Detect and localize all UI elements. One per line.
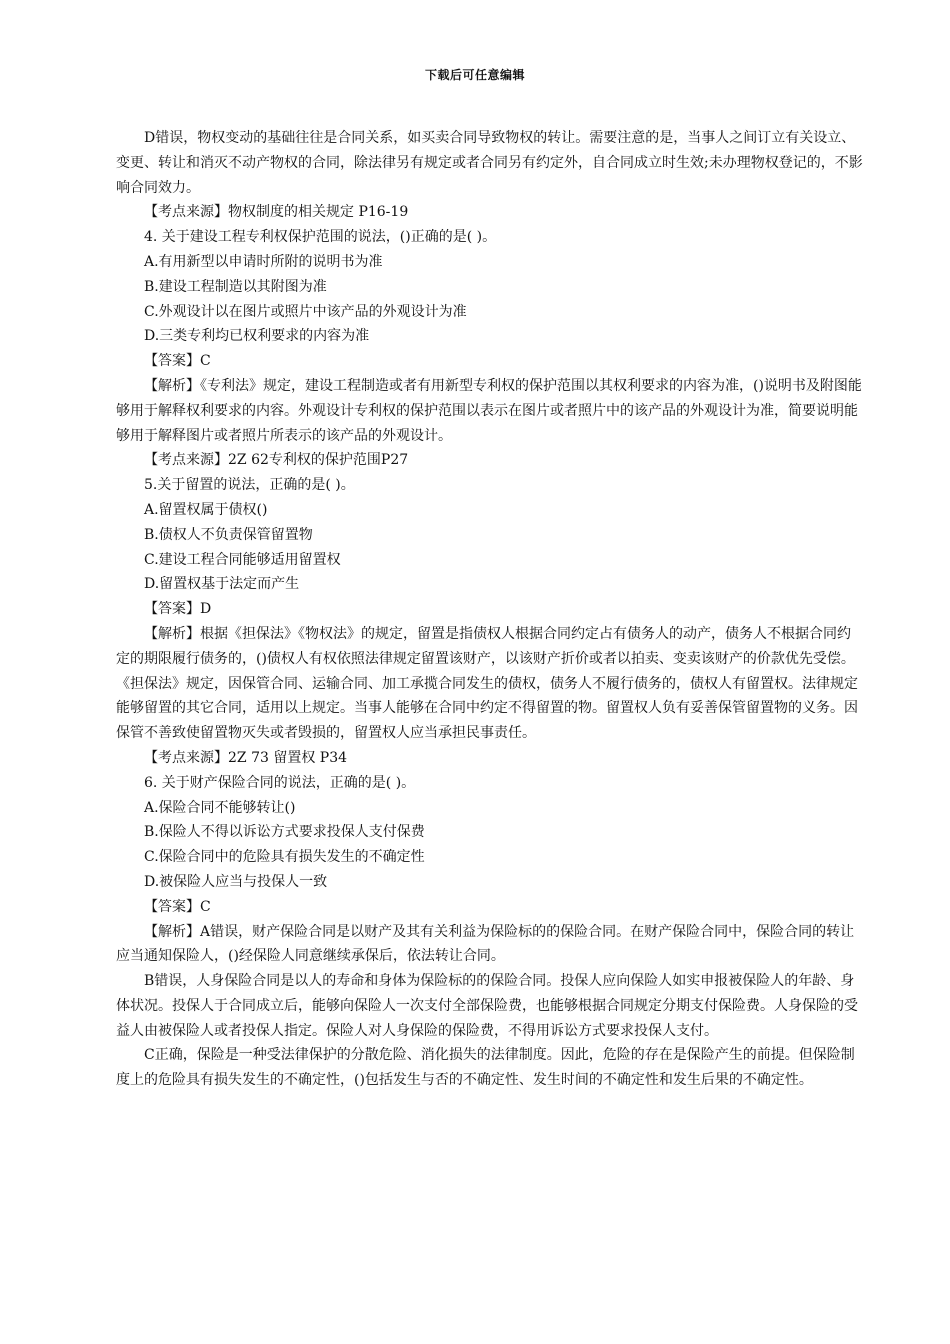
question: 5.关于留置的说法，正确的是( )。: [144, 477, 355, 494]
source-note: 【考点来源】物权制度的相关规定 P16-19: [144, 204, 409, 221]
option: C.外观设计以在图片或照片中该产品的外观设计为准: [144, 303, 467, 320]
page-header: 下载后可任意编辑: [424, 68, 525, 82]
option: B.债权人不负责保管留置物: [144, 526, 313, 543]
answer: 【答案】C: [144, 898, 211, 915]
document-body: [116, 126, 864, 1093]
option: B.建设工程制造以其附图为准: [144, 278, 327, 295]
option: A.保险合同不能够转让(): [144, 799, 296, 816]
answer: 【答案】C: [144, 353, 211, 370]
analysis: B错误，人身保险合同是以人的寿命和身体为保险标的的保险合同。投保人应向保险人如实申报被保险人的年龄、身体状况。投保人于合同成立后，能够向保险人一次支付全部保险费，也能够根据合同规定分期支付保险费。人身保险的受益人由被保险人或者投保人指定。保险人对人身保险的保险费，不得用诉讼方式要求投保人支付。: [116, 973, 858, 1039]
source-note: 【考点来源】2Z 73 留置权 P34: [144, 749, 348, 766]
analysis: 【解析】根据《担保法》《物权法》的规定，留置是指债权人根据合同约定占有债务人的动产，债务人不根据合同约定的期限履行债务的，()债权人有权依照法律规定留置该财产，以该财产折价或者以拍卖、变卖该财产的价款优先受偿。《担保法》规定，因保管合同、运输合同、加工承揽合同发生的债权，债务人不履行债务的，债权人有留置权。法律规定能够留置的其它合同，适用以上规定。当事人能够在合同中约定不得留置的物。留置权人负有妥善保管留置物的义务。因保管不善致使留置物灭失或者毁损的，留置权人应当承担民事责任。: [116, 625, 858, 742]
paragraph: D错误，物权变动的基础往往是合同关系，如买卖合同导致物权的转让。需要注意的是，当事人之间订立有关设立、变更、转让和消灭不动产物权的合同，除法律另有规定或者合同另有约定外，自合同成立时生效;未办理物权登记的，不影响合同效力。: [116, 130, 863, 196]
option: D.被保险人应当与投保人一致: [144, 873, 328, 890]
question: 6. 关于财产保险合同的说法，正确的是( )。: [144, 774, 416, 791]
answer: 【答案】D: [144, 601, 212, 618]
option: D.三类专利均已权利要求的内容为准: [144, 328, 370, 345]
option: B.保险人不得以诉讼方式要求投保人支付保费: [144, 824, 425, 841]
source-note: 【考点来源】2Z 62专利权的保护范围P27: [144, 452, 409, 469]
analysis: 【解析】《专利法》规定，建设工程制造或者有用新型专利权的保护范围以其权利要求的内容为准，()说明书及附图能够用于解释权利要求的内容。外观设计专利权的保护范围以表示在图片或者照片中的该产品的外观设计为准，简要说明能够用于解释图片或者照片所表示的该产品的外观设计。: [116, 377, 862, 444]
option: A.留置权属于债权(): [144, 501, 268, 518]
analysis: C正确，保险是一种受法律保护的分散危险、消化损失的法律制度。因此，危险的存在是保险产生的前提。但保险制度上的危险具有损失发生的不确定性，()包括发生与否的不确定性、发生时间的不确定性和发生后果的不确定性。: [116, 1047, 855, 1089]
question: 4. 关于建设工程专利权保护范围的说法，()正确的是( )。: [144, 229, 497, 246]
option: C.建设工程合同能够适用留置权: [144, 551, 341, 568]
analysis: 【解析】A错误，财产保险合同是以财产及其有关利益为保险标的的保险合同。在财产保险合同中，保险合同的转让应当通知保险人，()经保险人同意继续承保后，依法转让合同。: [116, 923, 855, 965]
option: D.留置权基于法定而产生: [144, 576, 300, 593]
option: A.有用新型以申请时所附的说明书为准: [144, 253, 383, 270]
option: C.保险合同中的危险具有损失发生的不确定性: [144, 849, 425, 866]
